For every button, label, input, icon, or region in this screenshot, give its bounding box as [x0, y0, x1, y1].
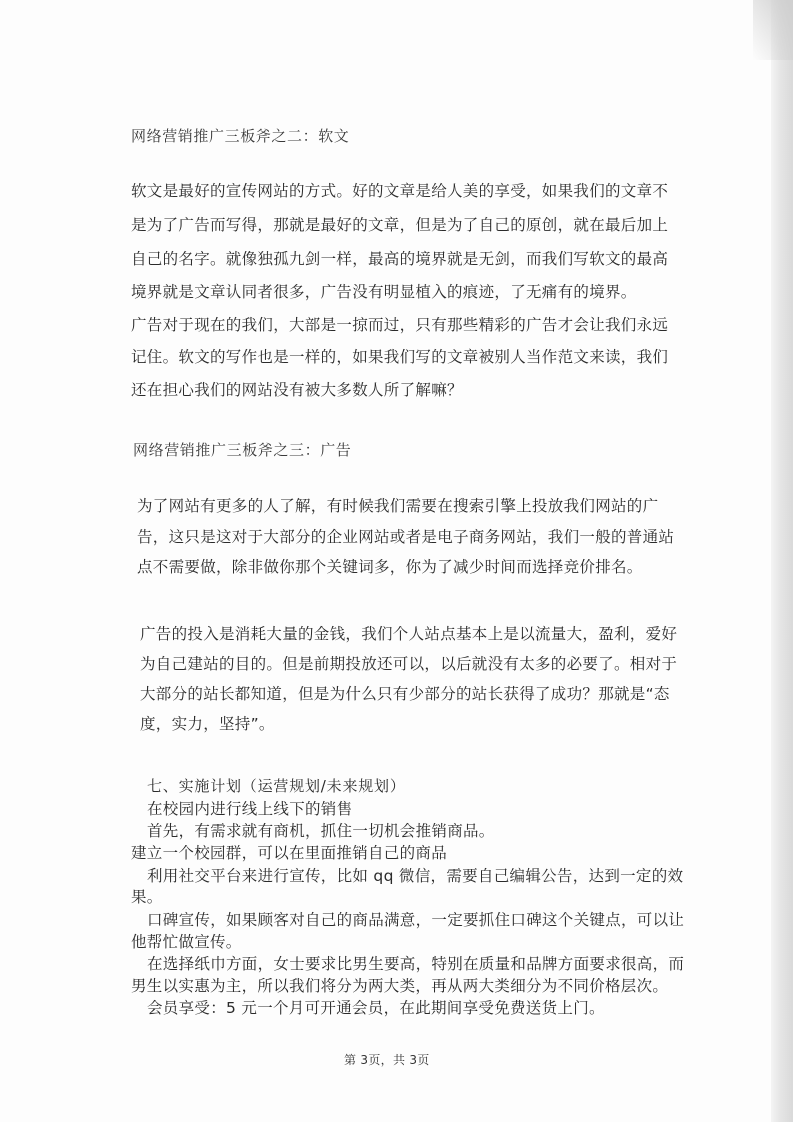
scan-edge-shadow: [771, 0, 793, 1122]
plan-line: 首先，有需求就有商机，抓住一切机会推销商品。: [147, 822, 495, 840]
plan-line: 男生以实惠为主，所以我们将分为两大类，再从两大类细分为不同价格层次。: [131, 977, 669, 995]
ads-line: 为了网站有更多的人了解，有时候我们需要在搜索引擎上投放我们网站的广: [137, 497, 659, 515]
ads-line: 度，实力，坚持”。: [140, 715, 275, 733]
plan-line: 建立一个校园群，可以在里面推销自己的商品: [131, 844, 448, 862]
softtext-line: 软文是最好的宣传网站的方式。好的文章是给人美的享受，如果我们的文章不: [131, 182, 669, 200]
plan-line: 会员享受：5 元一个月可开通会员，在此期间享受免费送货上门。: [147, 999, 605, 1017]
softtext-line: 还在担心我们的网站没有被大多数人所了解嘛？: [131, 381, 463, 399]
page-number: 第 3页，共 3页: [344, 1053, 430, 1067]
softtext-line: 广告对于现在的我们，大部是一掠而过，只有那些精彩的广告才会让我们永远: [131, 316, 669, 334]
plan-line: 在选择纸巾方面，女士要求比男生要高，特别在质量和品牌方面要求很高，而: [147, 955, 685, 973]
softtext-line: 自己的名字。就像独孤九剑一样，最高的境界就是无剑，而我们写软文的最高: [131, 250, 669, 268]
ads-line: 广告的投入是消耗大量的金钱，我们个人站点基本上是以流量大，盈利，爱好: [140, 625, 678, 643]
softtext-line: 记住。软文的写作也是一样的，如果我们写的文章被别人当作范文来读，我们: [131, 348, 669, 366]
heading-ads: 网络营销推广三板斧之三：广告: [133, 441, 352, 459]
ads-line: 点不需要做，除非做你那个关键词多，你为了减少时间而选择竞价排名。: [137, 558, 643, 576]
plan-line: 果。: [131, 888, 163, 906]
plan-line: 口碑宣传，如果顾客对自己的商品满意，一定要抓住口碑这个关键点，可以让: [147, 911, 685, 929]
plan-line: 他帮忙做宣传。: [131, 933, 242, 951]
scan-corner-shadow: [753, 0, 793, 60]
softtext-line: 境界就是文章认同者很多，广告没有明显植入的痕迹，了无痛有的境界。: [131, 283, 637, 301]
ads-line: 为自己建站的目的。但是前期投放还可以，以后就没有太多的必要了。相对于: [140, 655, 678, 673]
section-plan-heading: 七、实施计划（运营规划/未来规划）: [147, 777, 406, 795]
plan-line: 利用社交平台来进行宣传，比如 qq 微信，需要自己编辑公告，达到一定的效: [147, 867, 684, 885]
ads-line: 告，这只是这对于大部分的企业网站或者是电子商务网站，我们一般的普通站: [137, 528, 675, 546]
softtext-line: 是为了广告而写得，那就是最好的文章，但是为了自己的原创，就在最后加上: [131, 216, 669, 234]
heading-softtext: 网络营销推广三板斧之二：软文: [131, 127, 350, 145]
plan-line: 在校园内进行线上线下的销售: [147, 800, 353, 818]
ads-line: 大部分的站长都知道，但是为什么只有少部分的站长获得了成功？那就是“态: [140, 685, 670, 703]
